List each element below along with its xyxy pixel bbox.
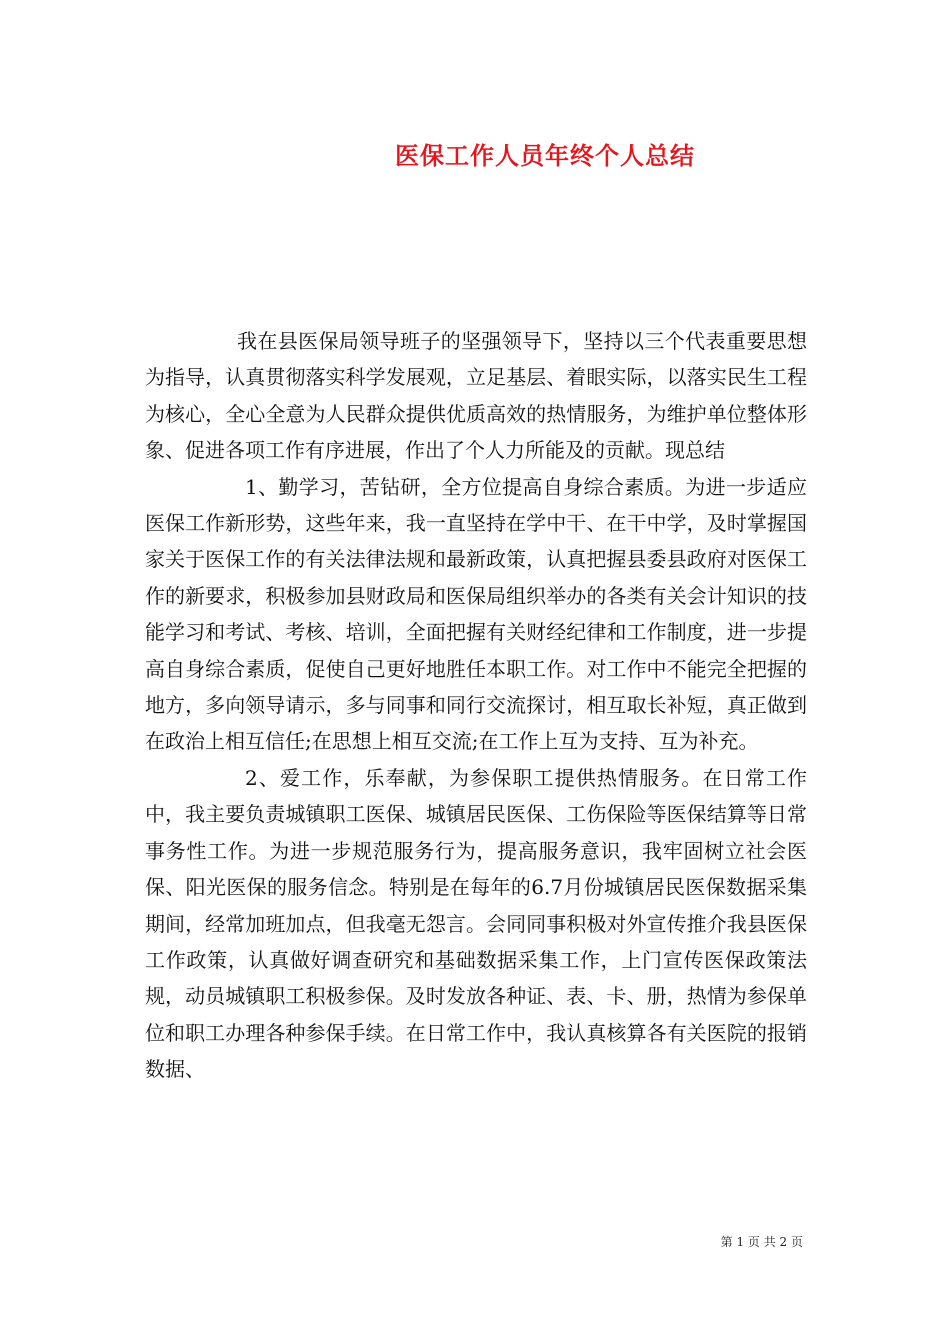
page-number: 第 1 页 共 2 页 <box>720 1235 803 1249</box>
paragraph-item-2: 2、爱工作，乐奉献，为参保职工提供热情服务。在日常工作中，我主要负责城镇职工医保、城镇居民医保、工伤保险等医保结算等日常事务性工作。为进一步规范服务行为，提高服务意识，我牢固树立社会医保、阳光医保的服务信念。特别是在每年的6.7月份城镇居民医保数据采集期间，经常加班加点，但我毫无怨言。会同同事积极对外宣传推介我县医保工作政策，认真做好调查研究和基础数据采集工作，上门宣传医保政策法规，动员城镇职工积极参保。及时发放各种证、表、卡、册，热情为参保单位和职工办理各种参保手续。在日常工作中，我认真核算各有关医院的报销数据、 <box>145 765 807 1082</box>
document-body <box>145 323 807 1088</box>
paragraph-item-1: 1、勤学习，苦钻研，全方位提高自身综合素质。为进一步适应医保工作新形势，这些年来，我一直坚持在学中干、在干中学，及时掌握国家关于医保工作的有关法律法规和最新政策，认真把握县委县政府对医保工作的新要求，积极参加县财政局和医保局组织举办的各类有关会计知识的技能学习和考试、考核、培训，全面把握有关财经纪律和工作制度，进一步提高自身综合素质，促使自己更好地胜任本职工作。对工作中不能完全把握的地方，多向领导请示，多与同事和同行交流探讨，相互取长补短，真正做到在政治上相互信任;在思想上相互交流;在工作上互为支持、互为补充。 <box>145 474 807 754</box>
document-title: 医保工作人员年终个人总结 <box>395 141 695 170</box>
paragraph-intro: 我在县医保局领导班子的坚强领导下，坚持以三个代表重要思想为指导，认真贯彻落实科学发展观，立足基层、着眼实际，以落实民生工程为核心，全心全意为人民群众提供优质高效的热情服务，为维护单位整体形象、促进各项工作有序进展，作出了个人力所能及的贡献。现总结 <box>145 329 807 463</box>
